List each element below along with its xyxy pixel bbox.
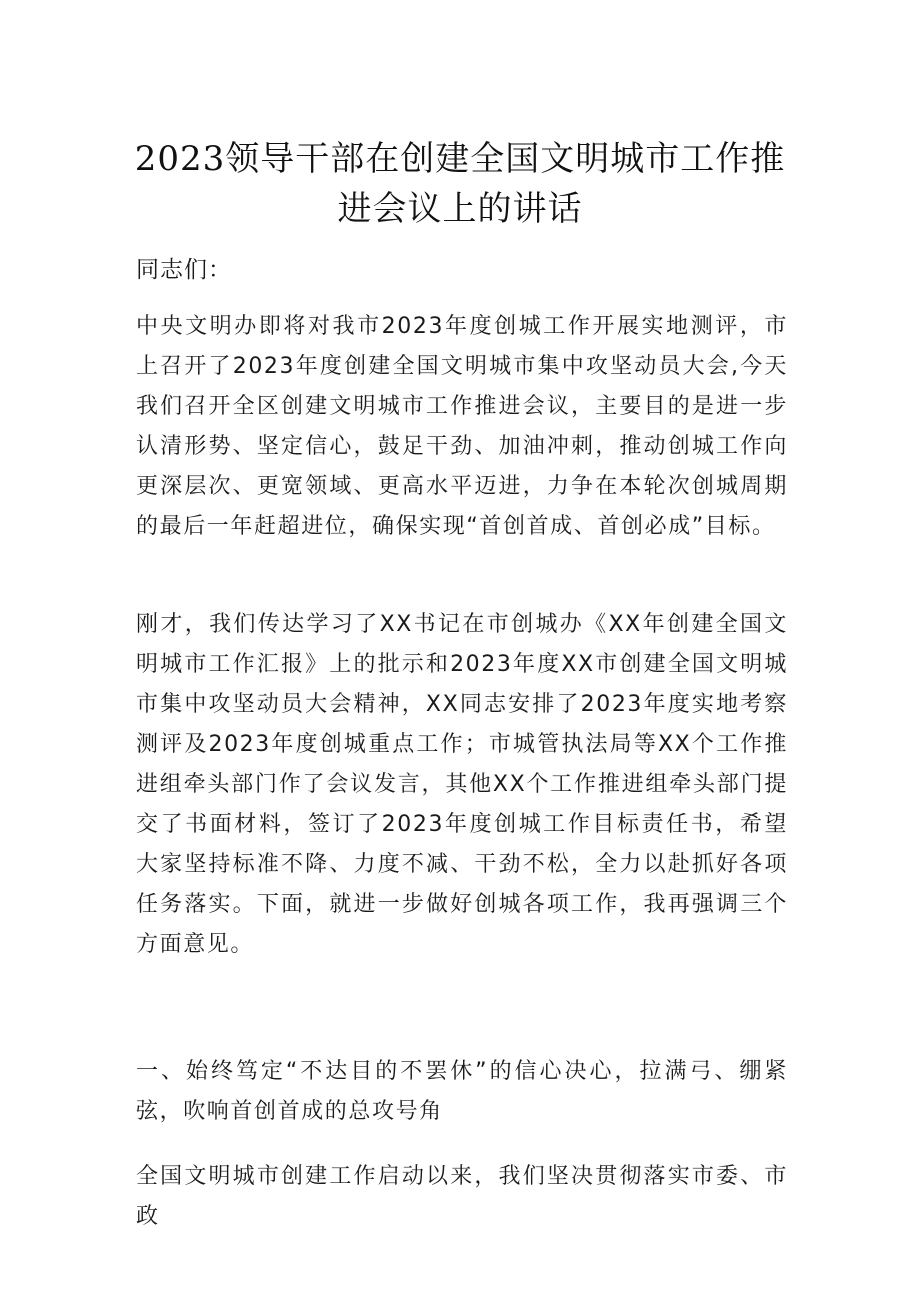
paragraph-section-1-body: 全国文明城市创建工作启动以来，我们坚决贯彻落实市委、市政: [136, 1164, 788, 1229]
paragraph-review: 刚才，我们传达学习了XX书记在市创城办《XX年创建全国文明城市工作汇报》上的批示和2023年度XX市创建全国文明城市集中攻坚动员大会精神，XX同志安排了2023年度实地考察测评及2023年度创城重点工作；市城管执法局等XX个工作推进组牵头部门作了会议发言，其他XX个工作推进组牵头部门提交了书面材料，签订了2023年度创城工作目标责任书，希望大家坚持标准不降、力度不减、干劲不松，全力以赴抓好各项任务落实。下面，就进一步做好创城各项工作，我再强调三个方面意见。: [136, 612, 788, 957]
document-title: 2023领导干部在创建全国文明城市工作推进会议上的讲话: [134, 139, 786, 229]
section-heading-1: 一、始终笃定“不达目的不罢休”的信心决心，拉满弓、绷紧弦，吹响首创首成的总攻号角: [136, 1059, 788, 1124]
salutation: 同志们：: [136, 257, 232, 283]
paragraph-intro: 中央文明办即将对我市2023年度创城工作开展实地测评，市上召开了2023年度创建全国文明城市集中攻坚动员大会,今天我们召开全区创建文明城市工作推进会议，主要目的是进一步认清形势、坚定信心，鼓足干劲、加油冲刺，推动创城工作向更深层次、更宽领域、更高水平迈进，力争在本轮次创城周期的最后一年赶超进位，确保实现“首创首成、首创必成”目标。: [136, 314, 788, 539]
